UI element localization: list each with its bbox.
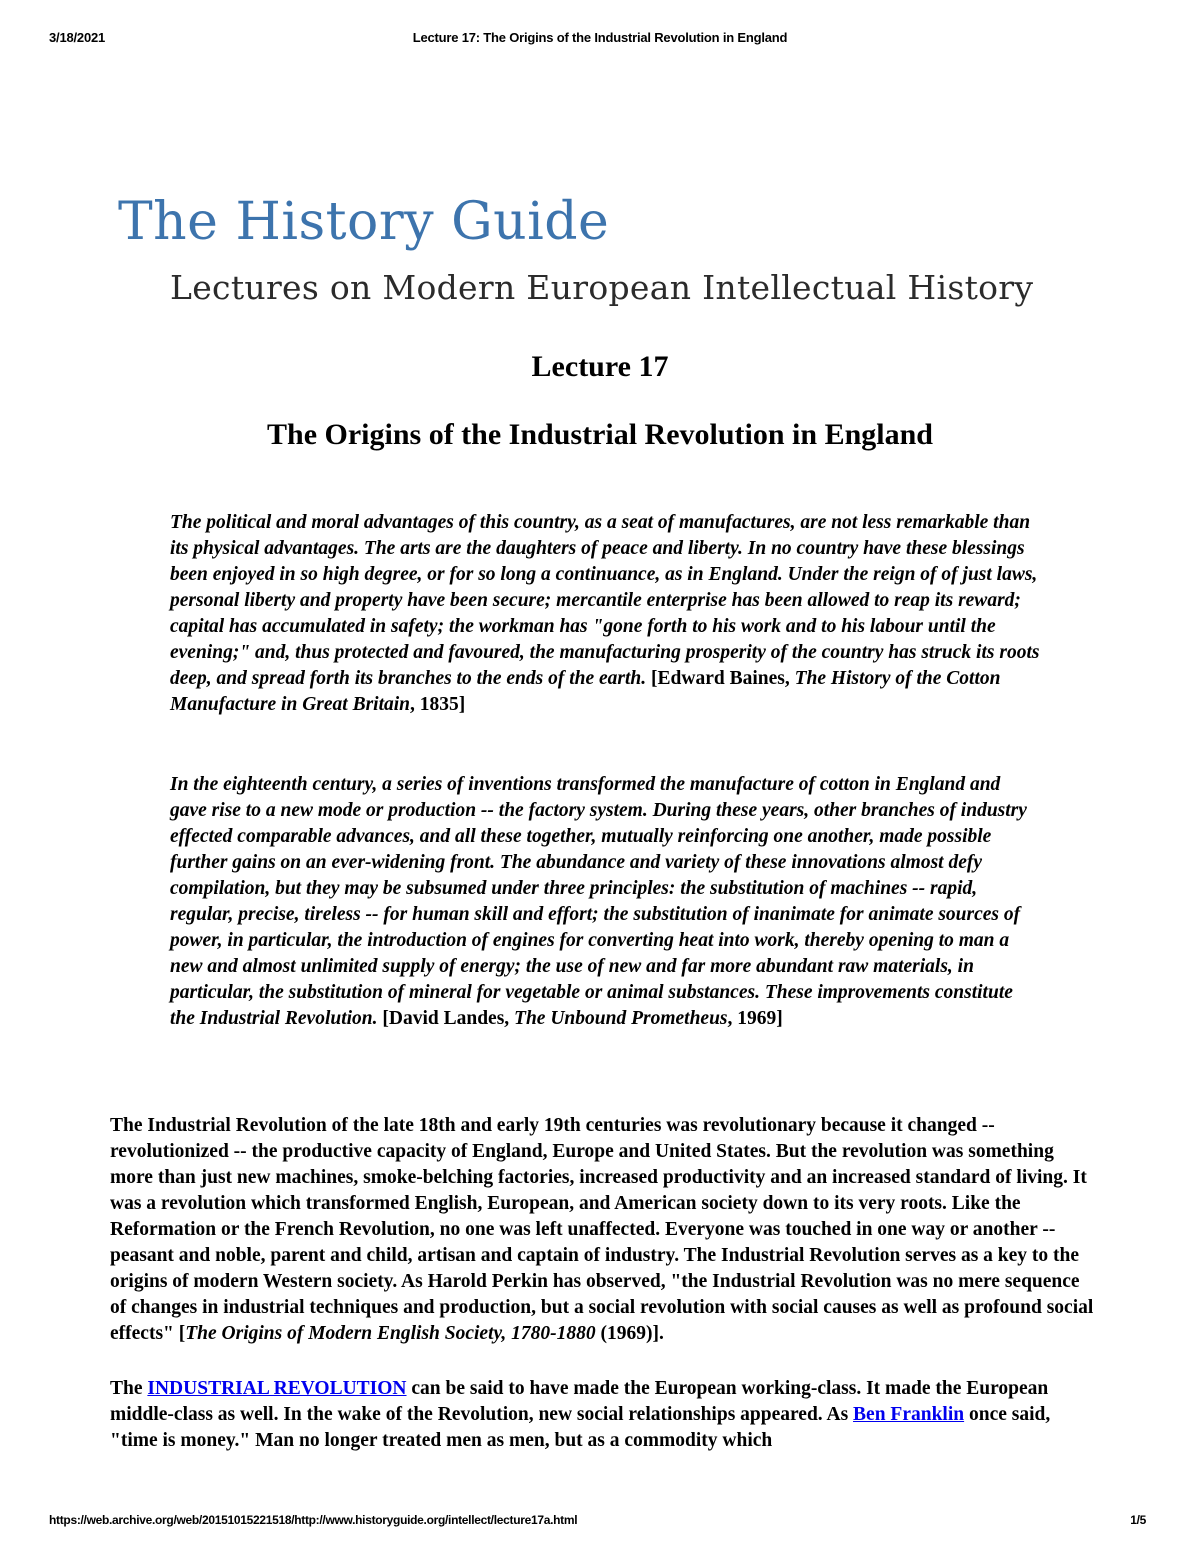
paragraph-text-close: (1969)]. xyxy=(595,1323,664,1344)
lecture-number: Lecture 17 xyxy=(531,350,669,383)
quote-citation-close: , 1835] xyxy=(410,694,466,715)
print-page-number: 1/5 xyxy=(1130,1513,1146,1527)
ben-franklin-link[interactable]: Ben Franklin xyxy=(853,1404,965,1425)
epigraph-quote-landes xyxy=(170,772,1040,1032)
print-date: 3/18/2021 xyxy=(49,30,106,45)
quote-citation-open: [Edward Baines, xyxy=(646,668,795,689)
body-paragraph-1 xyxy=(110,1113,1098,1347)
quote-citation-work: The Unbound Prometheus xyxy=(514,1008,728,1029)
quote-citation-close: , 1969] xyxy=(727,1008,783,1029)
site-logo-title: The History Guide xyxy=(118,192,610,252)
quote-text: In the eighteenth century, a series of inventions transformed the manufacture of cotton in England and gave rise to a new mode or production -- the factory system. During these years, other branches of industry effected comparable advances, and all these together, mutually reinforcing one another, made possible further gains on an ever-widening front. The abundance and variety of these innovations almost defy compilation, but they may be subsumed under three principles: the substitution of machines -- rapid, regular, precise, tireless -- for human skill and effort; the substitution of inanimate for animate sources of power, in particular, the introduction of engines for converting heat into work, thereby opening to man a new and almost unlimited supply of energy; the use of new and far more abundant raw materials, in particular, the substitution of mineral for vegetable or animal substances. These improvements constitute the Industrial Revolution. xyxy=(170,774,1027,1029)
industrial-revolution-link[interactable]: INDUSTRIAL REVOLUTION xyxy=(147,1378,407,1399)
paragraph-text-mid: can be said to have made the European working-class. It made the European middle-class as well. In the wake of the Revolution, new social relationships appeared. As xyxy=(110,1378,1049,1425)
cited-work-title: The Origins of Modern English Society, 1780-1880 xyxy=(185,1323,596,1344)
epigraph-quote-baines xyxy=(170,510,1040,718)
quote-text: The political and moral advantages of this country, as a seat of manufactures, are not less remarkable than its physical advantages. The arts are the daughters of peace and liberty. In no country have these blessings been enjoyed in so high degree, or for so long a continuance, as in England. Under the reign of of just laws, personal liberty and property have been secure; mercantile enterprise has been allowed to reap its reward; capital has accumulated in safety; the workman has "gone forth to his work and to his labour until the evening;" and, thus protected and favoured, the manufacturing prosperity of the country has struck its roots deep, and spread forth its branches to the ends of the earth. xyxy=(170,512,1040,689)
lecture-title: The Origins of the Industrial Revolution in England xyxy=(267,418,933,451)
paragraph-text: The Industrial Revolution of the late 18th and early 19th centuries was revolutionary because it changed -- revolutionized -- the productive capacity of England, Europe and United States. But the revolution was something more than just new machines, smoke-belching factories, increased productivity and an increased standard of living. It was a revolution which transformed English, European, and American society down to its very roots. Like the Reformation or the French Revolution, no one was left unaffected. Everyone was touched in one way or another -- peasant and noble, parent and child, artisan and captain of industry. The Industrial Revolution serves as a key to the origins of modern Western society. As Harold Perkin has observed, "the Industrial Revolution was no mere sequence of changes in industrial techniques and production, but a social revolution with social causes as well as profound social effects" [ xyxy=(110,1115,1094,1344)
quote-citation-work: The History of the Cotton Manufacture in Great Britain xyxy=(170,668,1001,715)
body-paragraph-2 xyxy=(110,1376,1098,1454)
print-header-title: Lecture 17: The Origins of the Industrial Revolution in England xyxy=(412,30,788,45)
paragraph-text-start: The xyxy=(110,1378,148,1399)
quote-citation-open: [David Landes, xyxy=(377,1008,515,1029)
site-logo-subtitle: Lectures on Modern European Intellectual History xyxy=(170,268,1034,307)
paragraph-text-end: once said, "time is money." Man no longer treated men as men, but as a commodity which xyxy=(110,1404,1051,1451)
print-footer-url: https://web.archive.org/web/20151015221518/http://www.historyguide.org/intellect/lecture17a.html xyxy=(49,1513,578,1527)
